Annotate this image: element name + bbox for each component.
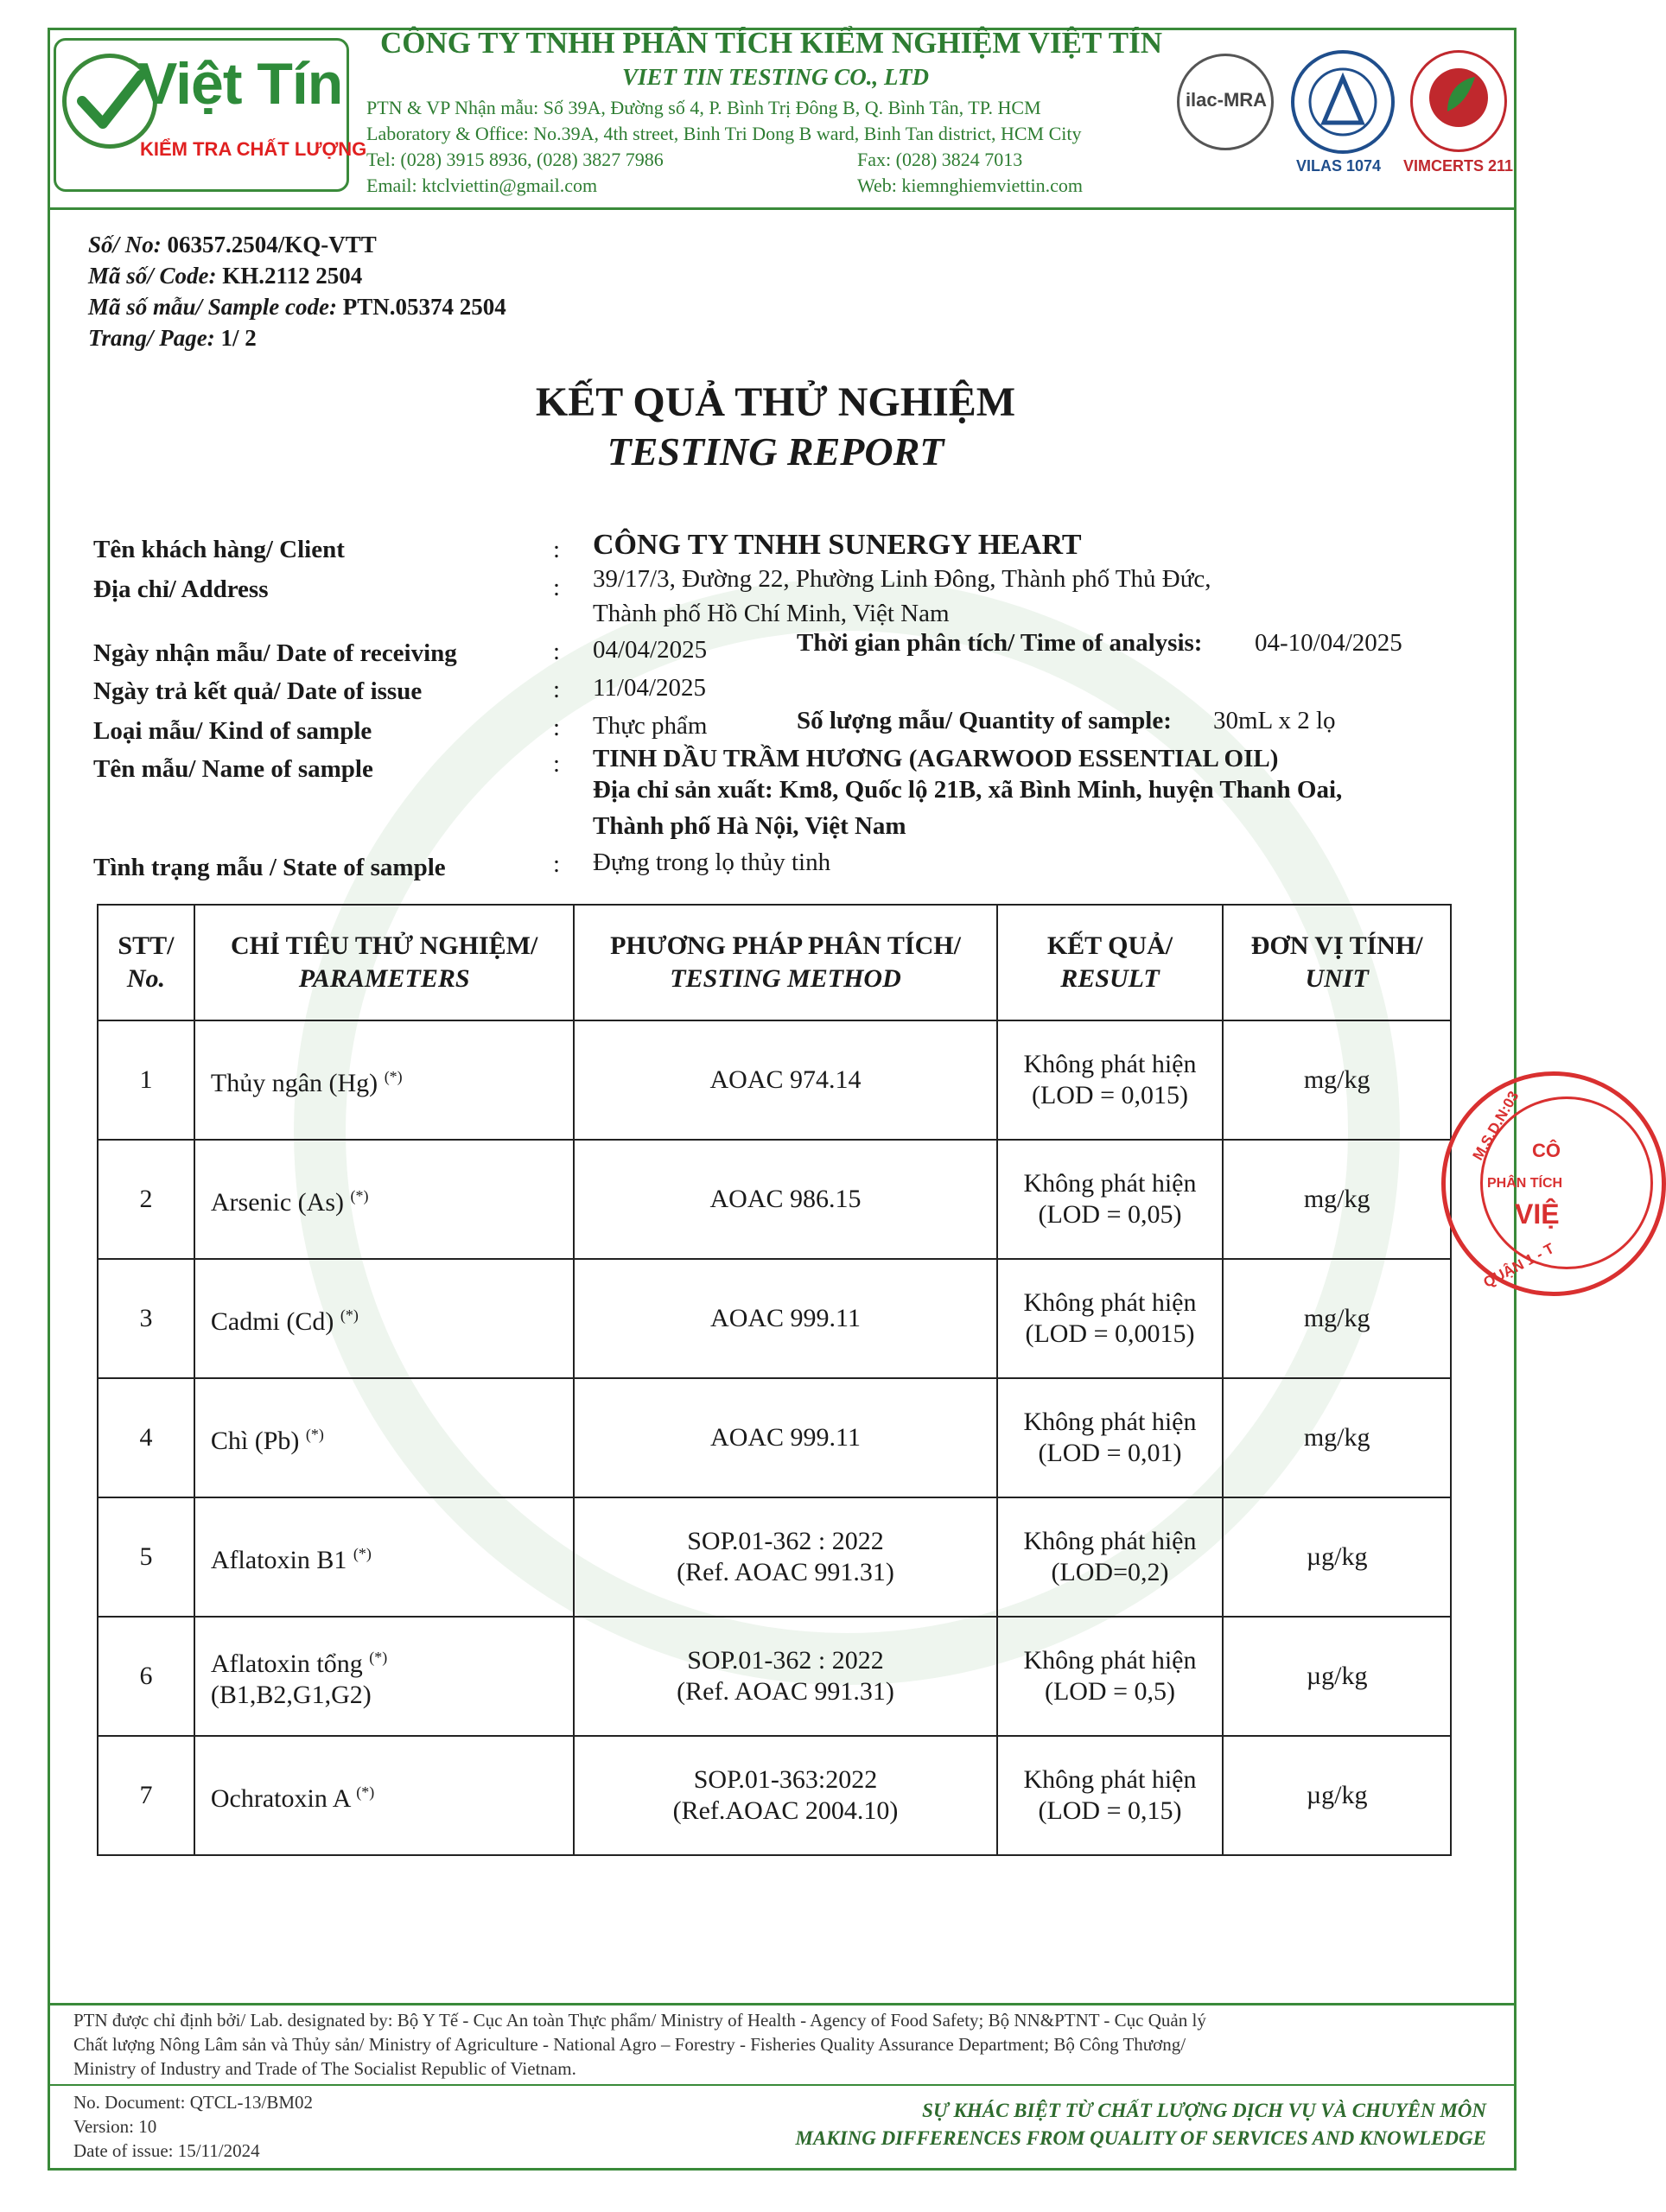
production-address-line1: Địa chỉ sản xuất: Km8, Quốc lộ 21B, xã Bình Minh, huyện Thanh Oai, bbox=[593, 776, 1343, 804]
row-method: AOAC 999.11 bbox=[574, 1378, 996, 1497]
state-value: Đựng trong lọ thủy tinh bbox=[593, 849, 831, 876]
row-result: Không phát hiện (LOD = 0,15) bbox=[997, 1736, 1224, 1855]
report-code: Mã số/ Code: KH.2112 2504 bbox=[88, 263, 363, 289]
lab-designation: PTN được chỉ định bởi/ Lab. designated by: Bộ Y Tế - Cục An toàn Thực phẩm/ Ministry of Health - Agency of Food Safety; Bộ NN&PTNT - Cục Quản lý Chất lượng Nông Lâm sản và Thủy sản/ Ministry of Agriculture - National Agro – Forestry - Fisheries Quality Assurance Department; Bộ Công Thương/ Ministry of Industry and Trade of The Socialist Republic of Vietnam. bbox=[73, 2010, 1206, 2079]
sample-code: Mã số mẫu/ Sample code: PTN.05374 2504 bbox=[88, 294, 506, 320]
document-version: Version: 10 bbox=[73, 2116, 157, 2137]
table-row bbox=[98, 1259, 1451, 1378]
header-no: STT/ No. bbox=[98, 905, 194, 1020]
report-title-en: TESTING REPORT bbox=[607, 429, 944, 474]
vilas-label: VILAS 1074 bbox=[1296, 157, 1382, 175]
row-no: 3 bbox=[98, 1259, 194, 1378]
address-line2: Thành phố Hồ Chí Minh, Việt Nam bbox=[593, 600, 950, 627]
company-seal: M.S.D.N:03 CÔ PHÂN TÍCH VIỆ QUẬN 1 - T bbox=[1441, 1071, 1666, 1296]
row-method: SOP.01-362 : 2022 (Ref. AOAC 991.31) bbox=[574, 1617, 996, 1736]
row-no: 5 bbox=[98, 1497, 194, 1617]
colon: : bbox=[553, 574, 561, 601]
row-unit: µg/kg bbox=[1223, 1736, 1451, 1855]
row-unit: mg/kg bbox=[1223, 1378, 1451, 1497]
company-seal-clip bbox=[1434, 1071, 1563, 1331]
row-result: Không phát hiện (LOD = 0,5) bbox=[997, 1617, 1224, 1736]
table-row bbox=[98, 1736, 1451, 1855]
address-label: Địa chỉ/ Address bbox=[93, 575, 269, 603]
row-parameter: Aflatoxin B1 (*) bbox=[194, 1497, 574, 1617]
row-unit: mg/kg bbox=[1223, 1020, 1451, 1140]
row-unit: mg/kg bbox=[1223, 1140, 1451, 1259]
quantity-value: 30mL x 2 lọ bbox=[1213, 707, 1336, 734]
row-no: 7 bbox=[98, 1736, 194, 1855]
page-number: Trang/ Page: 1/ 2 bbox=[88, 325, 257, 351]
slogan-vn: SỰ KHÁC BIỆT TỪ CHẤT LƯỢNG DỊCH VỤ VÀ CHUYÊN MÔN bbox=[922, 2100, 1486, 2121]
header-result: KẾT QUẢ/ RESULT bbox=[997, 905, 1224, 1020]
sample-name-label: Tên mẫu/ Name of sample bbox=[93, 755, 373, 783]
issue-label: Ngày trả kết quả/ Date of issue bbox=[93, 677, 423, 705]
footer-divider-2 bbox=[48, 2084, 1517, 2086]
row-parameter: Ochratoxin A (*) bbox=[194, 1736, 574, 1855]
row-method: AOAC 986.15 bbox=[574, 1140, 996, 1259]
address-line1: 39/17/3, Đường 22, Phường Linh Đông, Thành phố Thủ Đức, bbox=[593, 565, 1211, 593]
website: Web: kiemnghiemviettin.com bbox=[857, 175, 1083, 196]
header-parameters: CHỈ TIÊU THỬ NGHIỆM/ PARAMETERS bbox=[194, 905, 574, 1020]
telephone: Tel: (028) 3915 8936, (028) 3827 7986 bbox=[366, 149, 664, 170]
results-table bbox=[97, 904, 1452, 1856]
client-value: CÔNG TY TNHH SUNERGY HEART bbox=[593, 529, 1082, 561]
vimcerts-label: VIMCERTS 211 bbox=[1403, 157, 1514, 175]
table-row bbox=[98, 1140, 1451, 1259]
table-row bbox=[98, 1497, 1451, 1617]
vimcerts-logo bbox=[1410, 50, 1507, 152]
row-method: SOP.01-363:2022 (Ref.AOAC 2004.10) bbox=[574, 1736, 996, 1855]
state-label: Tình trạng mẫu / State of sample bbox=[93, 854, 446, 881]
company-name-vn: CÔNG TY TNHH PHÂN TÍCH KIỂM NGHIỆM VIỆT TÍN bbox=[380, 26, 1162, 60]
issue-value: 11/04/2025 bbox=[593, 674, 707, 702]
colon: : bbox=[553, 714, 561, 741]
row-parameter: Chì (Pb) (*) bbox=[194, 1378, 574, 1497]
footer-divider bbox=[48, 2003, 1517, 2005]
client-label: Tên khách hàng/ Client bbox=[93, 536, 345, 563]
report-title-vn: KẾT QUẢ THỬ NGHIỆM bbox=[535, 379, 1016, 425]
fax: Fax: (028) 3824 7013 bbox=[857, 149, 1023, 170]
analysis-label: Thời gian phân tích/ Time of analysis: bbox=[797, 629, 1203, 657]
ilac-mra-logo bbox=[1177, 54, 1274, 150]
ilac-label: ilac-MRA bbox=[1185, 89, 1268, 111]
document-issue-date: Date of issue: 15/11/2024 bbox=[73, 2140, 260, 2161]
row-parameter: Thủy ngân (Hg) (*) bbox=[194, 1020, 574, 1140]
address-en: Laboratory & Office: No.39A, 4th street, Binh Tri Dong B ward, Binh Tan district, HCM City bbox=[366, 123, 1082, 144]
colon: : bbox=[553, 536, 561, 563]
row-no: 1 bbox=[98, 1020, 194, 1140]
header-method: PHƯƠNG PHÁP PHÂN TÍCH/ TESTING METHOD bbox=[574, 905, 996, 1020]
receiving-label: Ngày nhận mẫu/ Date of receiving bbox=[93, 639, 457, 667]
kind-value: Thực phẩm bbox=[593, 712, 708, 740]
row-no: 2 bbox=[98, 1140, 194, 1259]
row-unit: mg/kg bbox=[1223, 1259, 1451, 1378]
row-no: 6 bbox=[98, 1617, 194, 1736]
row-result: Không phát hiện (LOD=0,2) bbox=[997, 1497, 1224, 1617]
production-address-line2: Thành phố Hà Nội, Việt Nam bbox=[593, 812, 906, 840]
email: Email: ktclviettin@gmail.com bbox=[366, 175, 598, 196]
header-divider bbox=[48, 207, 1517, 210]
table-header-row bbox=[98, 905, 1451, 1020]
logo-tagline: KIỂM TRA CHẤT LƯỢNG bbox=[140, 138, 367, 160]
company-name-en: VIET TIN TESTING CO., LTD bbox=[622, 64, 930, 90]
colon: : bbox=[553, 750, 561, 778]
sample-name-value: TINH DẦU TRẦM HƯƠNG (AGARWOOD ESSENTIAL OIL) bbox=[593, 745, 1279, 772]
row-parameter: Aflatoxin tổng (*) (B1,B2,G1,G2) bbox=[194, 1617, 574, 1736]
header-unit: ĐƠN VỊ TÍNH/ UNIT bbox=[1223, 905, 1451, 1020]
row-method: SOP.01-362 : 2022 (Ref. AOAC 991.31) bbox=[574, 1497, 996, 1617]
logo-name: Việt Tín bbox=[138, 51, 343, 117]
table-row bbox=[98, 1378, 1451, 1497]
row-result: Không phát hiện (LOD = 0,01) bbox=[997, 1378, 1224, 1497]
boa-accreditation-logo bbox=[1291, 50, 1395, 154]
table-row bbox=[98, 1617, 1451, 1736]
row-result: Không phát hiện (LOD = 0,05) bbox=[997, 1140, 1224, 1259]
analysis-value: 04-10/04/2025 bbox=[1255, 629, 1402, 657]
kind-label: Loại mẫu/ Kind of sample bbox=[93, 717, 372, 745]
row-unit: µg/kg bbox=[1223, 1617, 1451, 1736]
leaf-icon bbox=[1413, 53, 1504, 149]
row-method: AOAC 974.14 bbox=[574, 1020, 996, 1140]
row-no: 4 bbox=[98, 1378, 194, 1497]
colon: : bbox=[553, 676, 561, 703]
slogan-en: MAKING DIFFERENCES FROM QUALITY OF SERVICES AND KNOWLEDGE bbox=[795, 2127, 1486, 2149]
colon: : bbox=[553, 850, 561, 878]
row-parameter: Arsenic (As) (*) bbox=[194, 1140, 574, 1259]
table-row bbox=[98, 1020, 1451, 1140]
row-parameter: Cadmi (Cd) (*) bbox=[194, 1259, 574, 1378]
colon: : bbox=[553, 638, 561, 665]
row-unit: µg/kg bbox=[1223, 1497, 1451, 1617]
accreditation-triangle-icon bbox=[1294, 54, 1391, 150]
quantity-label: Số lượng mẫu/ Quantity of sample: bbox=[797, 707, 1172, 734]
row-method: AOAC 999.11 bbox=[574, 1259, 996, 1378]
row-result: Không phát hiện (LOD = 0,015) bbox=[997, 1020, 1224, 1140]
report-number: Số/ No: 06357.2504/KQ-VTT bbox=[88, 232, 377, 257]
document-number: No. Document: QTCL-13/BM02 bbox=[73, 2092, 314, 2113]
receiving-value: 04/04/2025 bbox=[593, 636, 708, 664]
row-result: Không phát hiện (LOD = 0,0015) bbox=[997, 1259, 1224, 1378]
address-vn: PTN & VP Nhận mẫu: Số 39A, Đường số 4, P. Bình Trị Đông B, Q. Bình Tân, TP. HCM bbox=[366, 97, 1041, 118]
